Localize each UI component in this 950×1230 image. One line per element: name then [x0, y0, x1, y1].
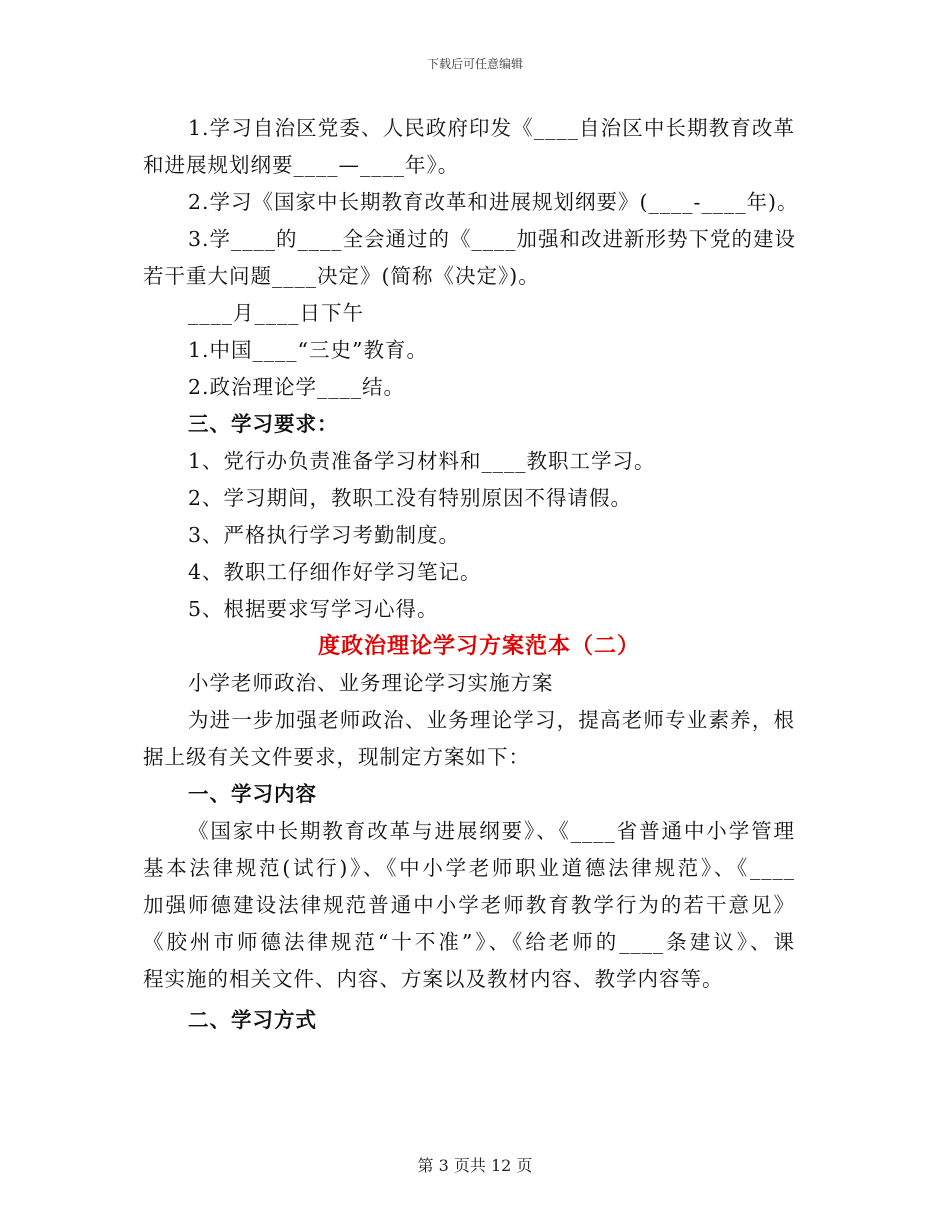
list-item: 3、严格执行学习考勤制度。 — [188, 523, 461, 547]
paragraph-line: 3.学____的____全会通过的《____加强和改进新形势下党的建设 — [188, 227, 797, 251]
paragraph-line: 若干重大问题____决定》(简称《决定》)。 — [143, 264, 540, 288]
page-header: 下载后可任意编辑 — [426, 57, 523, 71]
document-body — [143, 110, 799, 1039]
list-item: 5、根据要求写学习心得。 — [188, 597, 439, 621]
paragraph-line: 2.政治理论学____结。 — [188, 375, 406, 399]
paragraph-line: 2.学习《国家中长期教育改革和进展规划纲要》(____-____年)。 — [188, 190, 799, 214]
page-footer: 第 3 页共 12 页 — [417, 1156, 533, 1175]
list-item: 1、党行办负责准备学习材料和____教职工学习。 — [188, 449, 656, 473]
paragraph-line: 加强师德建设法律规范普通中小学老师教育教学行为的若干意见》 — [143, 893, 795, 917]
section-heading: 二、学习方式 — [188, 1008, 317, 1032]
paragraph-line: 1.学习自治区党委、人民政府印发《____自治区中长期教育改革 — [188, 116, 795, 140]
paragraph-line: 《胶州市师德法律规范“十不准”》、《给老师的____条建议》、课 — [143, 930, 795, 954]
list-item: 2、学习期间，教职工没有特别原因不得请假。 — [188, 486, 633, 510]
paragraph-line: 据上级有关文件要求，现制定方案如下： — [143, 745, 530, 769]
paragraph-line: 为进一步加强老师政治、业务理论学习，提高老师专业素养，根 — [188, 708, 795, 732]
subtitle: 小学老师政治、业务理论学习实施方案 — [188, 671, 554, 695]
paragraph-line: ____月____日下午 — [188, 301, 364, 325]
list-item: 4、教职工仔细作好学习笔记。 — [188, 560, 482, 584]
paragraph-line: 基本法律规范(试行)》、《中小学老师职业道德法律规范》、《____ — [143, 856, 795, 880]
paragraph-line: 程实施的相关文件、内容、方案以及教材内容、教学内容等。 — [143, 967, 724, 991]
paragraph-line: 1.中国____“三史”教育。 — [188, 338, 429, 362]
document-title: 度政治理论学习方案范本（二） — [317, 633, 640, 659]
section-heading: 一、学习内容 — [188, 782, 317, 806]
paragraph-line: 《国家中长期教育改革与进展纲要》、《____省普通中小学管理 — [188, 819, 795, 843]
section-heading: 三、学习要求： — [188, 412, 339, 436]
paragraph-line: 和进展规划纲要____—____年》。 — [143, 153, 460, 177]
